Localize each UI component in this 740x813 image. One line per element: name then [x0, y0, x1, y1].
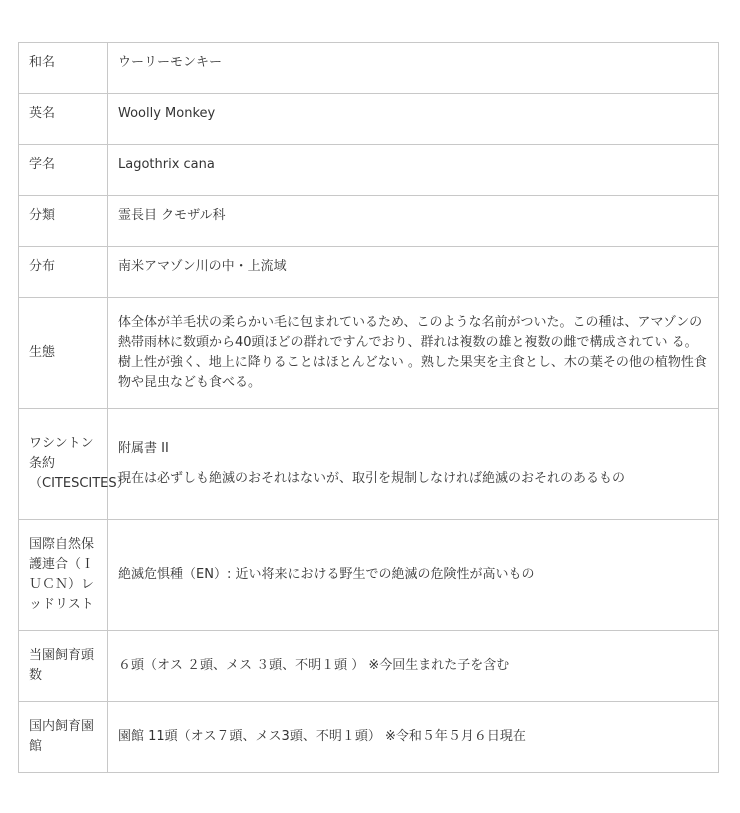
table-row: [19, 94, 719, 145]
table-row: [19, 43, 719, 94]
table-row: [19, 520, 719, 631]
value-cites: [108, 409, 719, 520]
value-japanese-name: ウーリーモンキー: [108, 43, 719, 94]
value-scientific-name: Lagothrix cana: [108, 145, 719, 196]
label-distribution: 分布: [19, 247, 108, 298]
value-domestic-zoos: 園館 11頭（オス７頭、メス3頭、不明１頭） ※令和５年５月６日現在: [108, 702, 719, 773]
table-row: [19, 196, 719, 247]
table-row: [19, 702, 719, 773]
value-iucn: 絶滅危惧種（EN）: 近い将来における野生での絶滅の危険性が高いもの: [108, 520, 719, 631]
value-english-name: Woolly Monkey: [108, 94, 719, 145]
table-row: [19, 631, 719, 702]
label-domestic-zoos: 国内飼育園館: [19, 702, 108, 773]
cites-appendix: 附属書 II: [118, 441, 169, 456]
table-row: [19, 145, 719, 196]
label-ecology: 生態: [19, 298, 108, 409]
table-row: [19, 247, 719, 298]
table-row: [19, 409, 719, 520]
label-iucn: 国際自然保護連合（ＩＵＣＮ）レッドリスト: [19, 520, 108, 631]
value-zoo-count: ６頭（オス ２頭、メス ３頭、不明１頭 ） ※今回生まれた子を含む: [108, 631, 719, 702]
species-info-table: [18, 42, 719, 773]
label-japanese-name: 和名: [19, 43, 108, 94]
label-cites: ワシントン条約（CITESCITES）: [19, 409, 108, 520]
label-english-name: 英名: [19, 94, 108, 145]
value-distribution: 南米アマゾン川の中・上流域: [108, 247, 719, 298]
table-row: [19, 298, 719, 409]
cites-description: 現在は必ずしも絶滅のおそれはないが、取引を規制しなければ絶滅のおそれのあるもの: [118, 471, 626, 486]
value-ecology: 体全体が羊毛状の柔らかい毛に包まれているため、このような名前がついた。この種は、アマゾンの熱帯雨林に数頭から40頭ほどの群れですんでおり、群れは複数の雄と複数の雌で構成されてい る。樹上性が強く、地上に降りることはほとんどない 。熟した果実を主食とし、木の葉その他の植物性食物や昆虫なども食べる。: [108, 298, 719, 409]
value-classification: 霊長目 クモザル科: [108, 196, 719, 247]
label-zoo-count: 当園飼育頭数: [19, 631, 108, 702]
label-scientific-name: 学名: [19, 145, 108, 196]
label-classification: 分類: [19, 196, 108, 247]
